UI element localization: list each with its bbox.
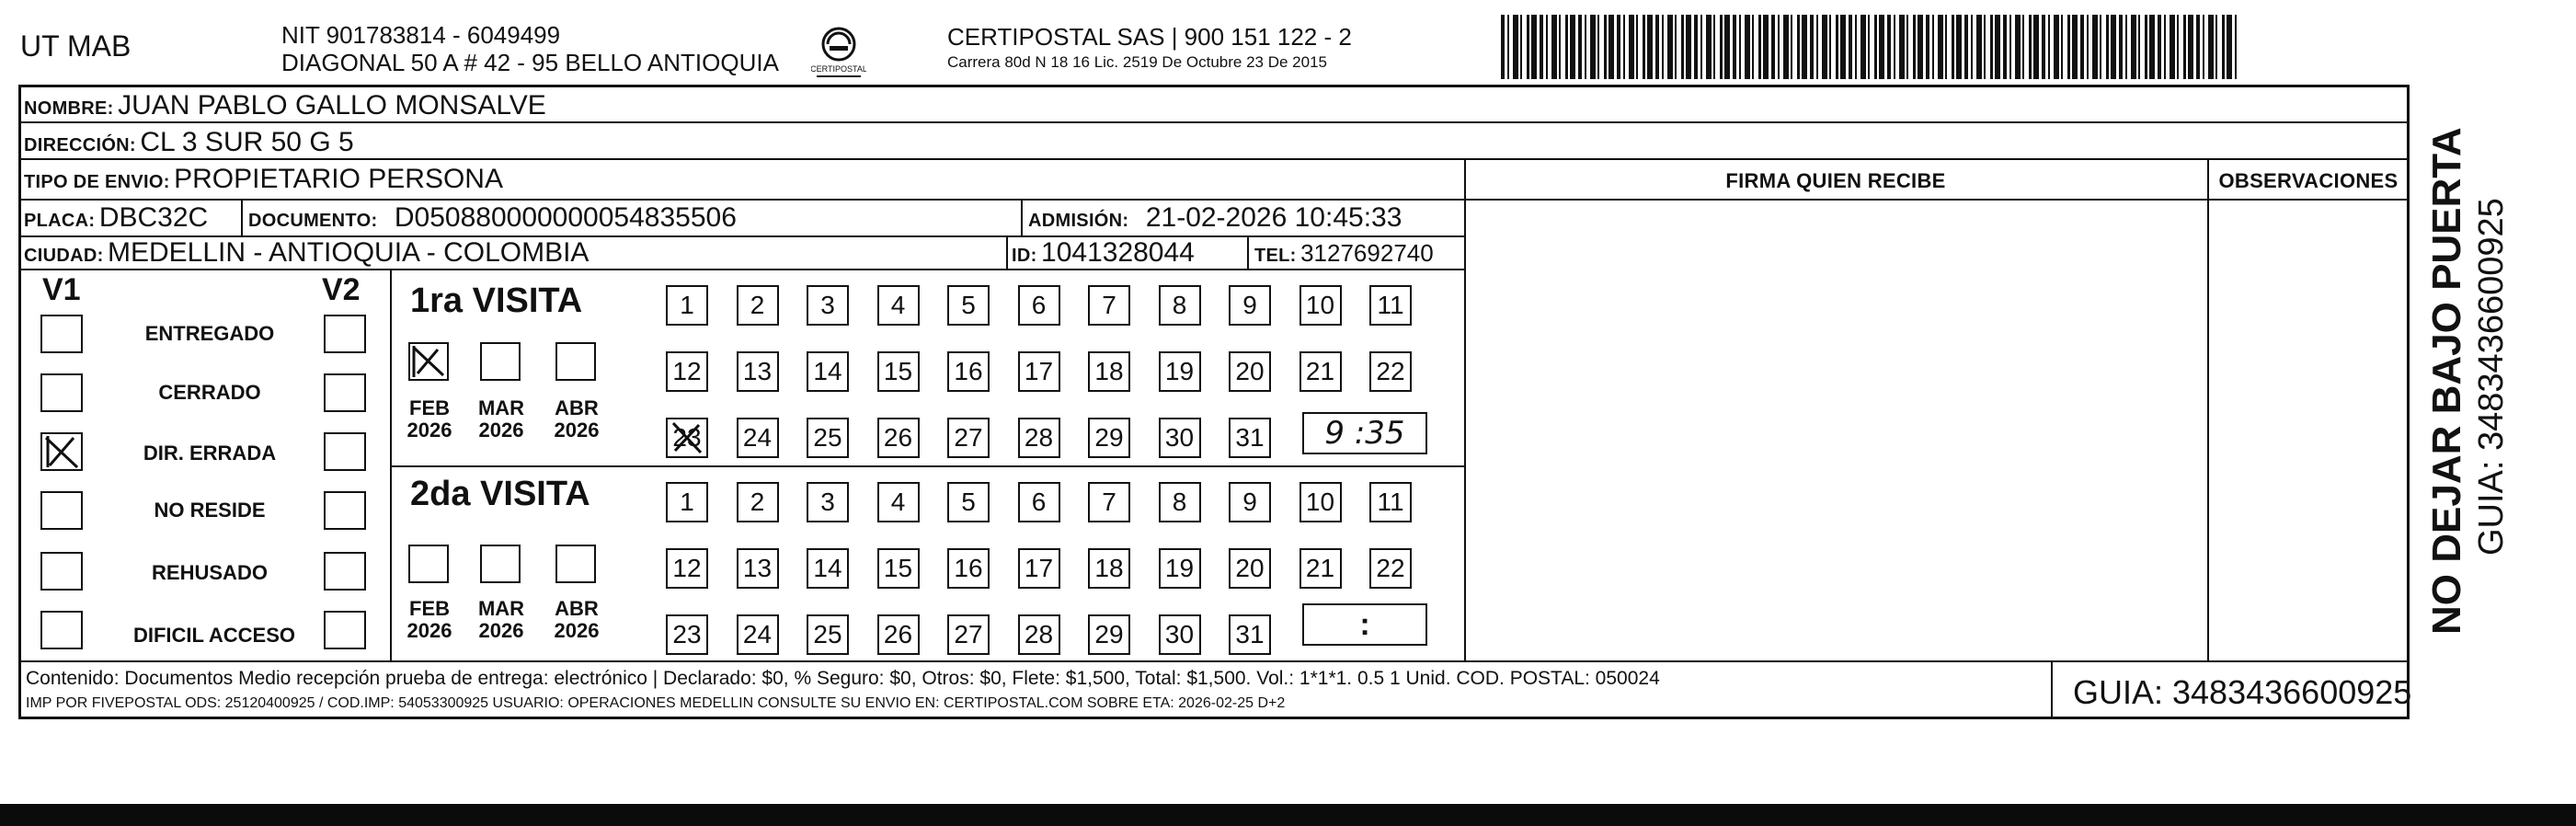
nombre-value: JUAN PABLO GALLO MONSALVE (118, 90, 546, 120)
visit2-day-11-box[interactable]: 11 (1369, 482, 1412, 522)
ciudad-row (24, 237, 589, 273)
side-warning: NO DEJAR BAJO PUERTA (2424, 127, 2469, 635)
visit1-month-abr-label: ABR 2026 (554, 396, 600, 442)
visit2-day-22-box[interactable]: 22 (1369, 548, 1412, 589)
visit2-day-16-box[interactable]: 16 (947, 548, 990, 589)
documento-row (248, 202, 737, 238)
visit1-day-2-box[interactable]: 2 (737, 285, 779, 326)
visit2-day-9-box[interactable]: 9 (1229, 482, 1271, 522)
tipo-value: PROPIETARIO PERSONA (174, 164, 503, 194)
status-dir-errada: DIR. ERRADA (143, 442, 277, 465)
id-row (1012, 237, 1195, 273)
handwritten-x-mark-icon (668, 419, 706, 456)
firma-header: FIRMA QUIEN RECIBE (1725, 169, 1946, 192)
visit2-month-feb-label: FEB 2026 (406, 597, 452, 642)
status-dificil-acceso: DIFICIL ACCESO (132, 624, 295, 647)
bottom-edge-band (0, 804, 2576, 826)
visit1-day-7-box[interactable]: 7 (1088, 285, 1130, 326)
visit1-day-4-box[interactable]: 4 (877, 285, 920, 326)
side-guia: GUIA: 3483436600925 (2472, 198, 2511, 556)
visit2-day-26-box[interactable]: 26 (877, 614, 920, 655)
placa-value: DBC32C (98, 202, 209, 233)
sender-nit: NIT 901783814 - 6049499 (281, 21, 561, 49)
documento-value: D050880000000054835506 (394, 202, 737, 233)
visit1-day-18-box[interactable]: 18 (1088, 351, 1130, 392)
direccion-label: DIRECCIÓN: (24, 135, 136, 155)
firma-area[interactable] (1471, 199, 2200, 659)
visit1-day-16-box[interactable]: 16 (947, 351, 990, 392)
visit2-day-2-box[interactable]: 2 (737, 482, 779, 522)
visit2-day-3-box[interactable]: 3 (807, 482, 849, 522)
visit1-day-25-box[interactable]: 25 (807, 418, 849, 458)
visit1-day-27-box[interactable]: 27 (947, 418, 990, 458)
tipo-label: TIPO DE ENVIO: (24, 172, 170, 192)
v1-cerrado-checkbox[interactable] (40, 373, 83, 412)
visit2-day-10-box[interactable]: 10 (1299, 482, 1342, 522)
visit1-month-feb-box[interactable] (408, 342, 449, 381)
barcode (1501, 15, 2237, 79)
tel-value: 3127692740 (1300, 239, 1434, 267)
visit1-day-10-box[interactable]: 10 (1299, 285, 1342, 326)
certipostal-logo-icon (811, 24, 866, 79)
visit2-day-15-box[interactable]: 15 (877, 548, 920, 589)
visit1-title: 1ra VISITA (410, 281, 583, 320)
v1-no-reside-checkbox[interactable] (40, 491, 83, 530)
visit2-day-6-box[interactable]: 6 (1018, 482, 1060, 522)
id-label: ID: (1012, 246, 1037, 266)
visit2-day-25-box[interactable]: 25 (807, 614, 849, 655)
visit1-day-8-box[interactable]: 8 (1159, 285, 1201, 326)
visit1-month-abr-box[interactable] (555, 342, 596, 381)
status-no-reside: NO RESIDE (154, 499, 266, 522)
visit1-month-mar-box[interactable] (480, 342, 521, 381)
visit2-day-17-box[interactable]: 17 (1018, 548, 1060, 589)
visit1-day-11-box[interactable]: 11 (1369, 285, 1412, 326)
company-license: Carrera 80d N 18 16 Lic. 2519 De Octubre 23 De 2015 (947, 53, 1327, 71)
visit1-day-29-box[interactable]: 29 (1088, 418, 1130, 458)
visit2-month-mar-label: MAR 2026 (477, 597, 525, 642)
nombre-row (24, 90, 546, 126)
visit2-day-28-box[interactable]: 28 (1018, 614, 1060, 655)
visit1-day-6-box[interactable]: 6 (1018, 285, 1060, 326)
placa-label: PLACA: (24, 211, 96, 231)
visit2-month-mar-box[interactable] (480, 545, 521, 583)
visit2-day-13-box[interactable]: 13 (737, 548, 779, 589)
admision-label: ADMISIÓN: (1028, 211, 1129, 231)
visit2-day-31-box[interactable]: 31 (1229, 614, 1271, 655)
tipo-row (24, 164, 503, 200)
v1-entregado-checkbox[interactable] (40, 315, 83, 353)
visit1-day-3-box[interactable]: 3 (807, 285, 849, 326)
footer-guia: GUIA: 3483436600925 (2073, 673, 2412, 711)
visit1-day-28-box[interactable]: 28 (1018, 418, 1060, 458)
ciudad-value: MEDELLIN - ANTIOQUIA - COLOMBIA (108, 237, 590, 268)
visit1-day-9-box[interactable]: 9 (1229, 285, 1271, 326)
status-cerrado: CERRADO (158, 381, 261, 404)
visit2-day-23-box[interactable]: 23 (666, 614, 708, 655)
visit2-day-12-box[interactable]: 12 (666, 548, 708, 589)
visit2-day-14-box[interactable]: 14 (807, 548, 849, 589)
visit1-day-22-box[interactable]: 22 (1369, 351, 1412, 392)
v1-dir-errada-checkbox[interactable] (40, 432, 83, 471)
visit2-time-field[interactable]: : (1302, 603, 1427, 646)
direccion-row (24, 127, 354, 163)
visit2-month-abr-box[interactable] (555, 545, 596, 583)
visit1-time-field[interactable]: 9 :35 (1302, 412, 1427, 454)
footer-print-line: IMP POR FIVEPOSTAL ODS: 25120400925 / COD.IMP: 54053300925 USUARIO: OPERACIONES MEDELLIN CONSULTE SU ENVIO EN: CERTIPOSTAL.COM SOBRE ETA: 2026-02-25 D+2 (26, 695, 1286, 711)
company-name: CERTIPOSTAL SAS | 900 151 122 - 2 (947, 23, 1352, 51)
visit2-month-feb-box[interactable] (408, 545, 449, 583)
visit2-day-30-box[interactable]: 30 (1159, 614, 1201, 655)
visit1-day-17-box[interactable]: 17 (1018, 351, 1060, 392)
visit2-day-4-box[interactable]: 4 (877, 482, 920, 522)
visit1-day-15-box[interactable]: 15 (877, 351, 920, 392)
documento-label: DOCUMENTO: (248, 211, 378, 231)
sender-name: UT MAB (20, 29, 132, 63)
v2-no-reside-checkbox[interactable] (324, 491, 366, 530)
v2-rehusado-checkbox[interactable] (324, 552, 366, 591)
visit2-day-29-box[interactable]: 29 (1088, 614, 1130, 655)
sender-address: DIAGONAL 50 A # 42 - 95 BELLO ANTIOQUIA (281, 49, 779, 76)
visit2-month-abr-label: ABR 2026 (554, 597, 600, 642)
visit1-day-31-box[interactable]: 31 (1229, 418, 1271, 458)
observaciones-area[interactable] (2211, 199, 2406, 659)
visit1-month-mar-label: MAR 2026 (477, 396, 525, 442)
handwritten-x-mark-icon (410, 344, 447, 379)
visit2-day-7-box[interactable]: 7 (1088, 482, 1130, 522)
id-value: 1041328044 (1041, 237, 1195, 268)
visit2-day-8-box[interactable]: 8 (1159, 482, 1201, 522)
visit1-month-feb-label: FEB 2026 (406, 396, 452, 442)
v1-rehusado-checkbox[interactable] (40, 552, 83, 591)
svg-text:CERTIPOSTAL: CERTIPOSTAL (811, 64, 866, 74)
visit2-day-27-box[interactable]: 27 (947, 614, 990, 655)
status-entregado: ENTREGADO (144, 322, 275, 345)
visit1-day-5-box[interactable]: 5 (947, 285, 990, 326)
v2-dir-errada-checkbox[interactable] (324, 432, 366, 471)
direccion-value: CL 3 SUR 50 G 5 (140, 127, 354, 157)
visit1-day-1-box[interactable]: 1 (666, 285, 708, 326)
visit2-day-20-box[interactable]: 20 (1229, 548, 1271, 589)
footer-content-line: Contenido: Documentos Medio recepción prueba de entrega: electrónico | Declarado: $0, % Seguro: $0, Otros: $0, Flete: $1,500, Total: $1,500. Vol.: 1*1*1. 0.5 1 Unid. COD. POSTAL: 050024 (26, 668, 1660, 689)
handwritten-x-mark-icon (42, 434, 81, 469)
nombre-label: NOMBRE: (24, 98, 114, 119)
visit1-day-13-box[interactable]: 13 (737, 351, 779, 392)
visit1-day-30-box[interactable]: 30 (1159, 418, 1201, 458)
visit2-day-18-box[interactable]: 18 (1088, 548, 1130, 589)
visit2-day-21-box[interactable]: 21 (1299, 548, 1342, 589)
status-rehusado: REHUSADO (152, 561, 268, 584)
visit1-day-20-box[interactable]: 20 (1229, 351, 1271, 392)
visit2-day-5-box[interactable]: 5 (947, 482, 990, 522)
placa-row (24, 202, 208, 238)
admision-row (1028, 202, 1402, 238)
visit1-day-21-box[interactable]: 21 (1299, 351, 1342, 392)
v2-header: V2 (322, 272, 361, 307)
tel-row (1254, 237, 1434, 273)
admision-value: 21-02-2026 10:45:33 (1145, 202, 1402, 233)
visit2-day-19-box[interactable]: 19 (1159, 548, 1201, 589)
v2-dificil-acceso-checkbox[interactable] (324, 611, 366, 649)
visit1-day-14-box[interactable]: 14 (807, 351, 849, 392)
visit2-day-24-box[interactable]: 24 (737, 614, 779, 655)
visit1-day-23-box[interactable]: 23 (666, 418, 708, 458)
visit1-day-24-box[interactable]: 24 (737, 418, 779, 458)
visit2-title: 2da VISITA (410, 475, 590, 513)
observaciones-header: OBSERVACIONES (2218, 169, 2399, 192)
v2-entregado-checkbox[interactable] (324, 315, 366, 353)
v1-header: V1 (42, 272, 81, 307)
tel-label: TEL: (1254, 246, 1297, 266)
visit1-day-12-box[interactable]: 12 (666, 351, 708, 392)
ciudad-label: CIUDAD: (24, 246, 104, 266)
v2-cerrado-checkbox[interactable] (324, 373, 366, 412)
visit1-day-19-box[interactable]: 19 (1159, 351, 1201, 392)
v1-dificil-acceso-checkbox[interactable] (40, 611, 83, 649)
visit1-day-26-box[interactable]: 26 (877, 418, 920, 458)
visit2-day-1-box[interactable]: 1 (666, 482, 708, 522)
